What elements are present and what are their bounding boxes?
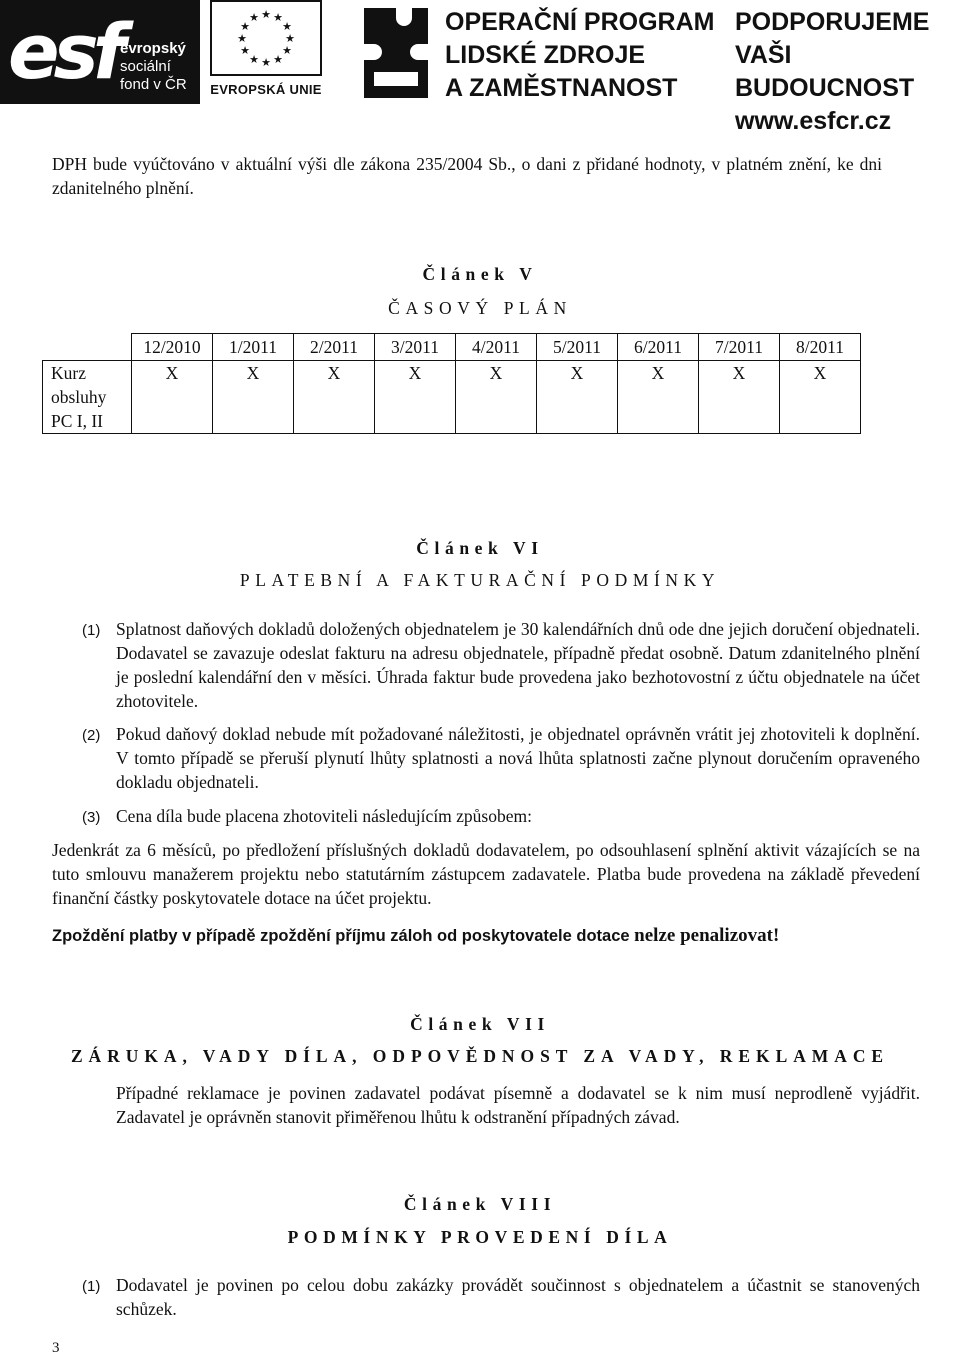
month-header: 2/2011 [294,334,375,361]
eu-flag-icon [210,0,322,76]
item-text: Pokud daňový doklad nebude mít požadované náležitosti, je objednatel oprávněn vrátit jej zhotoviteli k doplnění. V tomto případě se přeruší plynutí lhůty splatnosti a nová lhůta splatnosti začne plynout doručením opraveného dokladu objednateli. [116,724,920,792]
article-6-item-2 [82,722,920,794]
esf-line: fond v ČR [120,76,187,93]
course-label: Kurz obsluhy PC I, II [43,361,132,434]
article-6-heading: Článek VI [416,538,544,558]
penalty-note-emphasis: nelze penalizovat! [634,925,780,946]
svg-text:★: ★ [240,44,250,57]
schedule-mark: X [699,361,780,434]
article-8-heading: Článek VIII [403,1194,557,1214]
penalty-note-main: Zpoždění platby v případě zpoždění příjmu záloh od poskytovatele dotace [52,927,635,945]
schedule-table [42,333,861,434]
month-header: 8/2011 [780,334,861,361]
article-6-item-1 [82,617,920,713]
esf-logo-text [120,40,187,94]
svg-text:★: ★ [261,8,271,21]
month-header: 7/2011 [699,334,780,361]
esf-logo-letters: esf [8,7,120,96]
article-5-heading: Článek V [422,264,538,284]
month-header: 1/2011 [213,334,294,361]
program-line: LIDSKÉ ZDROJE [445,41,646,69]
schedule-mark: X [294,361,375,434]
svg-text:★: ★ [261,56,271,69]
op-puzzle-icon [360,4,432,102]
article-8-item-1 [82,1273,920,1321]
svg-text:★: ★ [285,32,295,45]
table-corner [43,334,132,361]
payment-schedule-paragraph: Jedenkrát za 6 měsíců, po předložení příslušných dokladů dodavatelem, po odsouhlasení splnění aktivit vázajících se na tuto smlouvu manažerem projektu nebo statutárním zástupcem zadavatele. Platba bude provedena na základě převedení finanční částky poskytovatele dotace na účet projektu. [52,840,920,908]
month-header: 4/2011 [456,334,537,361]
esf-logo [0,0,200,104]
eu-logo [210,0,322,104]
item-number: (3) [82,809,101,826]
penalty-note [52,924,779,948]
svg-text:★: ★ [282,44,292,57]
slogan-line: VAŠI BUDOUCNOST [735,41,915,102]
svg-text:★: ★ [237,32,247,45]
support-slogan [735,6,960,138]
operational-program-title [445,6,714,105]
article-6-item-3 [82,804,920,828]
item-number: (2) [82,727,101,744]
svg-text:★: ★ [273,11,283,24]
schedule-mark: X [132,361,213,434]
svg-text:★: ★ [282,20,292,33]
svg-text:★: ★ [249,11,259,24]
slogan-line: PODPORUJEME [735,8,930,36]
svg-text:★: ★ [273,53,283,66]
schedule-mark: X [780,361,861,434]
item-number: (1) [82,622,101,639]
program-line: OPERAČNÍ PROGRAM [445,8,715,36]
esf-line: evropský [120,40,186,57]
item-text: Splatnost daňových dokladů doložených objednatelem je 30 kalendářních dnů ode dne jejich doručení objednateli. Dodavatel se zavazuje odeslat fakturu na adresu objednatele, případně předat osobně. Datum zdanitelného plnění je poslední kalendářní den v měsíci. Úhrada faktur bude provedena jako bezhotovostní z účtu objednatele na účet zhotovitele. [116,619,920,711]
article-7-title: ZÁRUKA, VADY DÍLA, ODPOVĚDNOST ZA VADY, REKLAMACE [70,1046,890,1066]
schedule-mark: X [213,361,294,434]
item-number: (1) [82,1278,101,1295]
article-7-heading: Článek VII [410,1014,550,1034]
item-text: Cena díla bude placena zhotoviteli následujícím způsobem: [116,806,532,826]
header-logos [0,0,960,135]
website-link[interactable]: www.esfcr.cz [735,107,892,135]
item-text: Dodavatel je povinen po celou dobu zakázky provádět součinnost s objednatelem a účastnit se stanovených schůzek. [116,1275,920,1319]
eu-label: EVROPSKÁ UNIE [210,82,322,97]
article-5-title: ČASOVÝ PLÁN [388,298,572,318]
svg-text:★: ★ [240,20,250,33]
schedule-mark: X [375,361,456,434]
esf-line: sociální [120,58,171,75]
article-7-text: Případné reklamace je povinen zadavatel podávat písemně a dodavatel se k nim musí neprodleně vyjádřit. Zadavatel je oprávněn stanovit přiměřenou lhůtu k odstranění případných závad. [116,1083,920,1127]
article-6-title: PLATEBNÍ A FAKTURAČNÍ PODMÍNKY [239,570,721,590]
svg-text:★: ★ [249,53,259,66]
program-line: A ZAMĚSTNANOST [445,74,678,102]
month-header: 6/2011 [618,334,699,361]
vat-paragraph: DPH bude vyúčtováno v aktuální výši dle zákona 235/2004 Sb., o dani z přidané hodnoty, v platném znění, ke dni zdanitelného plnění. [52,154,882,198]
schedule-mark: X [618,361,699,434]
schedule-mark: X [456,361,537,434]
article-8-title: PODMÍNKY PROVEDENÍ DÍLA [287,1227,673,1247]
month-header: 5/2011 [537,334,618,361]
month-header: 3/2011 [375,334,456,361]
schedule-mark: X [537,361,618,434]
month-header: 12/2010 [132,334,213,361]
page-number: 3 [52,1340,60,1356]
